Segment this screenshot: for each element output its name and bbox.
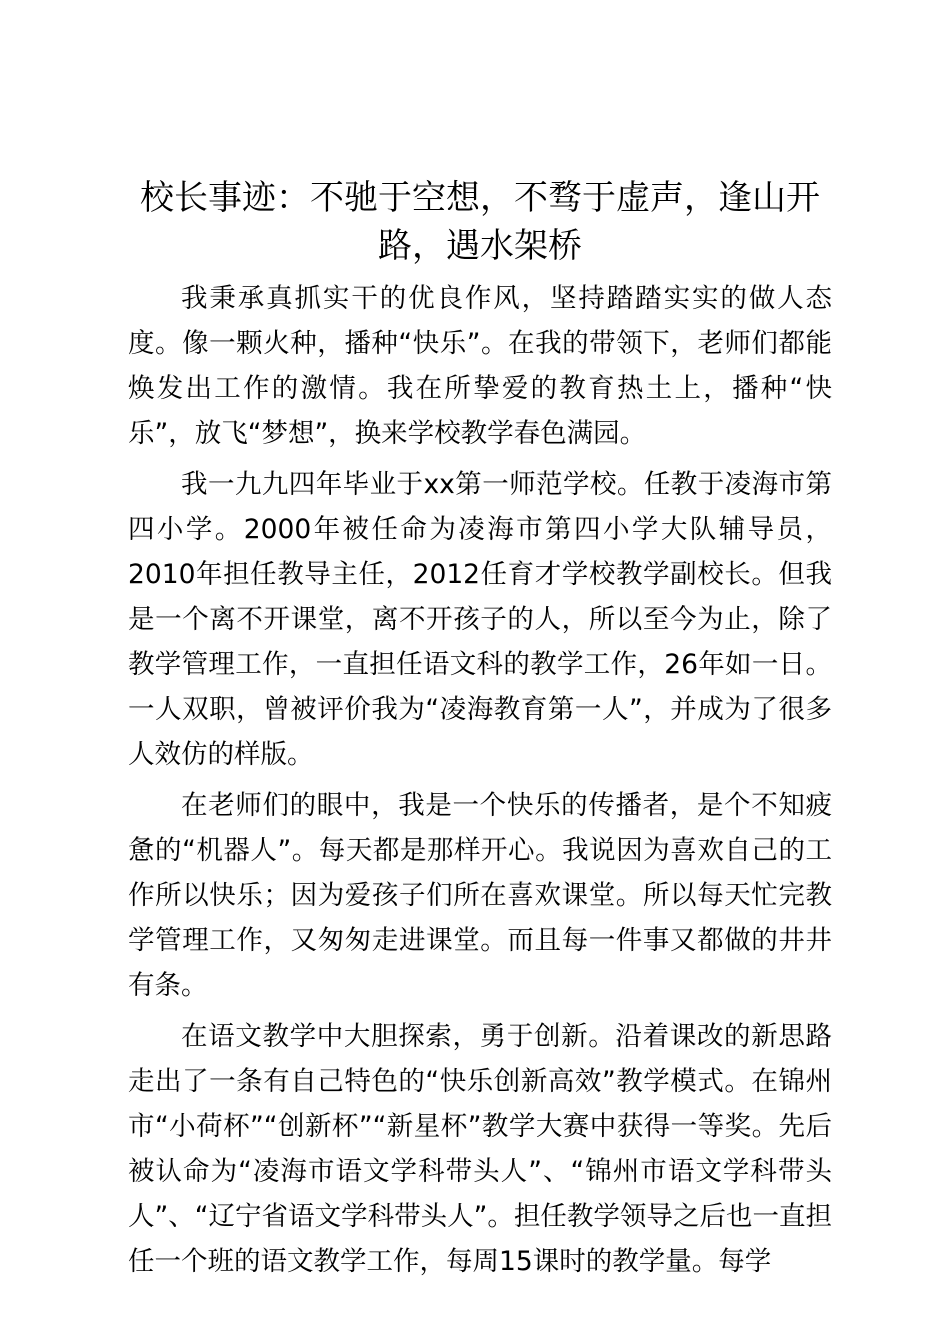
- document-title: 校长事迹：不驰于空想，不骛于虚声，逢山开路，遇水架桥: [140, 178, 820, 266]
- paragraph-2: 我一九九四年毕业于xx第一师范学校。任教于凌海市第四小学。2000年被任命为凌海市第四小学大队辅导员，2010年担任教导主任，2012任育才学校教学副校长。但我是一个离不开课堂，离不开孩子的人，所以至今为止，除了教学管理工作，一直担任语文科的教学工作，26年如一日。一人双职，曾被评价我为“凌海教育第一人”，并成为了很多人效仿的样版。: [128, 469, 832, 770]
- paragraph-1: 我秉承真抓实干的优良作风，坚持踏踏实实的做人态度。像一颗火种，播种“快乐”。在我的带领下，老师们都能焕发出工作的激情。我在所挚爱的教育热土上，播种“快乐”，放飞“梦想”，换来学校教学春色满园。: [128, 283, 832, 449]
- paragraph-4: 在语文教学中大胆探索，勇于创新。沿着课改的新思路走出了一条有自己特色的“快乐创新高效”教学模式。在锦州市“小荷杯”“创新杯”“新星杯”教学大赛中获得一等奖。先后被认命为“凌海市语文学科带头人”、“锦州市语文学科带头人”、“辽宁省语文学科带头人”。担任教学领导之后也一直担任一个班的语文教学工作，每周15课时的教学量。每学: [128, 1021, 832, 1277]
- document-body: [128, 276, 832, 1290]
- paragraph-3: 在老师们的眼中，我是一个快乐的传播者，是个不知疲惫的“机器人”。每天都是那样开心。我说因为喜欢自己的工作所以快乐；因为爱孩子们所在喜欢课堂。所以每天忙完教学管理工作，又匆匆走进课堂。而且每一件事又都做的井井有条。: [128, 790, 832, 1001]
